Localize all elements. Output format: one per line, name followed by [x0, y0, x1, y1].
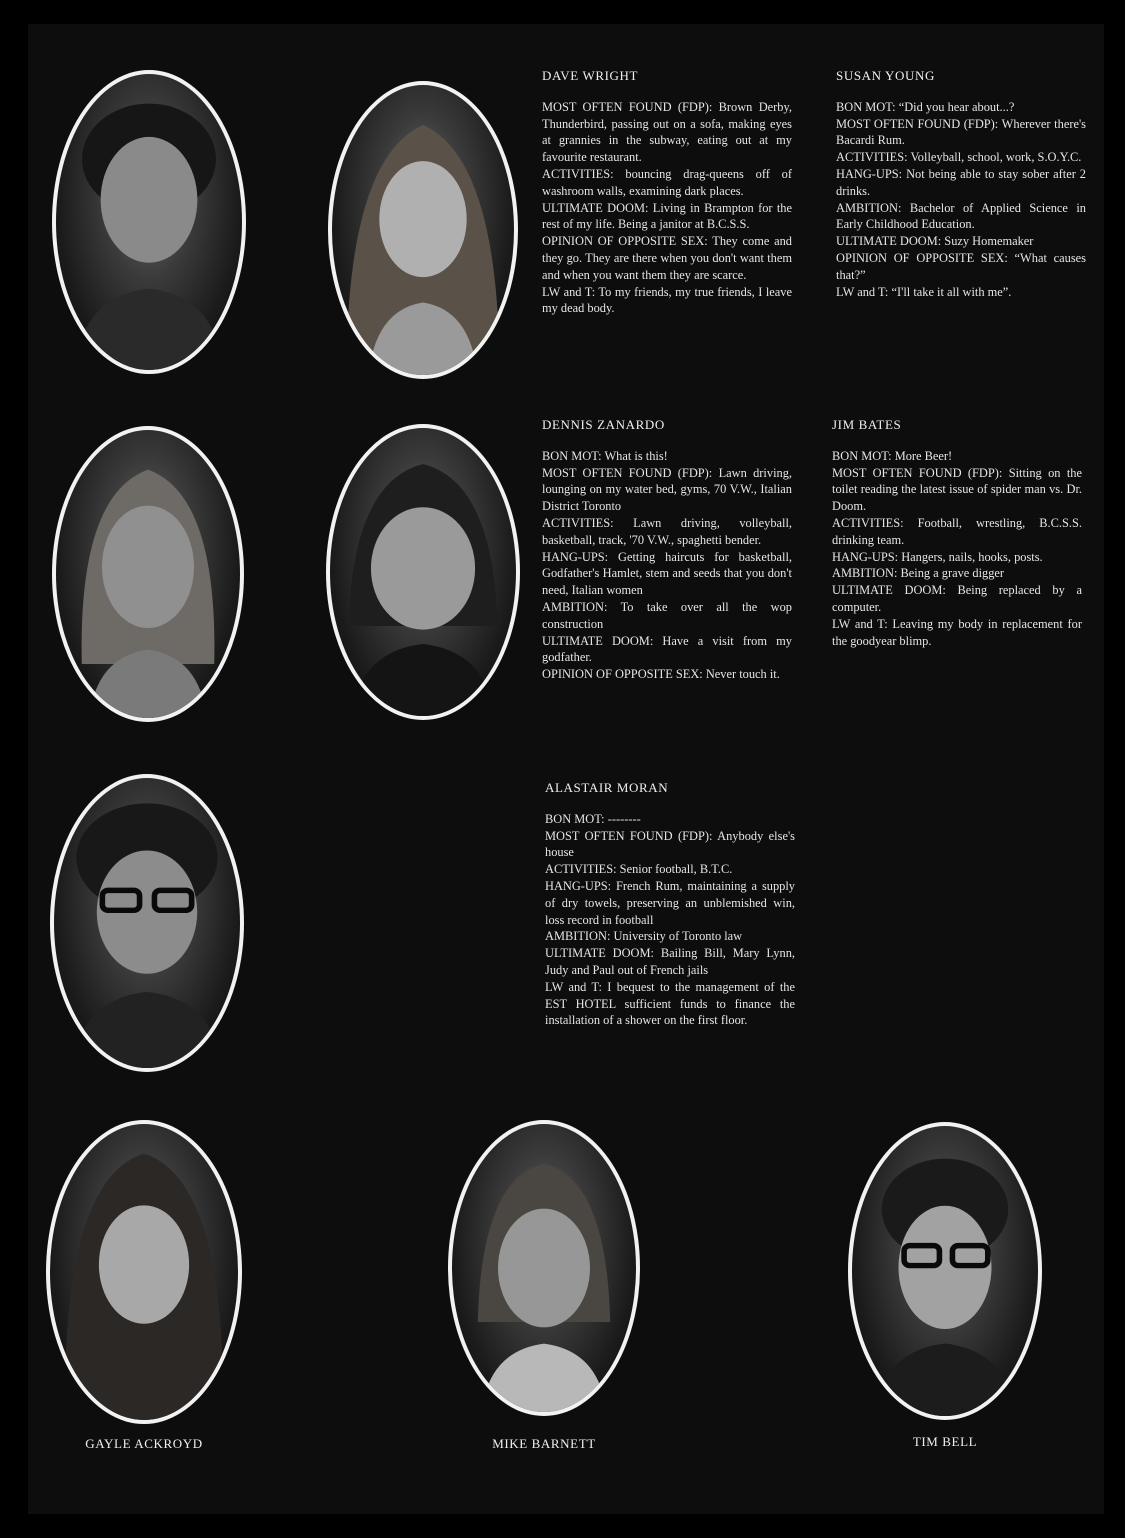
bio-susan-young [836, 68, 1086, 300]
portrait-tim-bell [848, 1122, 1042, 1420]
bio-line: ULTIMATE DOOM: Bailing Bill, Mary Lynn, Judy and Paul out of French jails [545, 946, 795, 977]
caption-gayle-ackroyd: GAYLE ACKROYD [85, 1436, 203, 1451]
bio-line: MOST OFTEN FOUND (FDP): Lawn driving, lounging on my water bed, gyms, 70 V.W., Italian District Toronto [542, 465, 792, 514]
portrait-alastair-moran [50, 774, 244, 1072]
bio-line: ULTIMATE DOOM: Living in Brampton for the rest of my life. Being a janitor at B.C.S.S. [542, 200, 792, 232]
bio-line: ULTIMATE DOOM: Suzy Homemaker [836, 234, 1034, 249]
bio-name: ALASTAIR MORAN [545, 780, 669, 795]
portrait-mike-barnett [448, 1120, 640, 1416]
bio-name: SUSAN YOUNG [836, 68, 935, 83]
bio-line: MOST OFTEN FOUND (FDP): Anybody else's house [545, 828, 795, 860]
bio-name: DENNIS ZANARDO [542, 417, 665, 432]
caption-tim-bell: TIM BELL [912, 1434, 978, 1449]
bio-line: LW and T: I bequest to the management of the EST HOTEL sufficient funds to finance the installation of a shower on the first floor. [545, 979, 795, 1028]
bio-line: OPINION OF OPPOSITE SEX: Never touch it. [542, 667, 780, 682]
bio-line: ACTIVITIES: Senior football, B.T.C. [545, 862, 733, 877]
bio-line: BON MOT: More Beer! [832, 448, 953, 463]
bio-line: ULTIMATE DOOM: Being replaced by a computer. [832, 583, 1082, 614]
bio-line: OPINION OF OPPOSITE SEX: “What causes that?” [836, 250, 1086, 282]
yearbook-page [28, 24, 1104, 1514]
bio-line: LW and T: To my friends, my true friends, I leave my dead body. [542, 284, 792, 316]
bio-jim-bates [832, 417, 1082, 649]
bio-line: LW and T: “I'll take it all with me”. [836, 284, 1012, 299]
bio-line: ULTIMATE DOOM: Have a visit from my godfather. [542, 633, 792, 665]
bio-line: MOST OFTEN FOUND (FDP): Wherever there's Bacardi Rum. [836, 116, 1086, 148]
bio-line: HANG-UPS: French Rum, maintaining a supply of dry towels, preserving an unblemished win, loss record in football [545, 878, 795, 927]
bio-line: HANG-UPS: Hangers, nails, hooks, posts. [832, 549, 1043, 564]
bio-line: ACTIVITIES: Lawn driving, volleyball, basketball, track, '70 V.W., spaghetti bender. [542, 515, 792, 547]
portrait-dennis-zanardo [52, 426, 244, 722]
bio-line: LW and T: Leaving my body in replacement for the goodyear blimp. [832, 616, 1082, 648]
bio-line: HANG-UPS: Not being able to stay sober after 2 drinks. [836, 166, 1086, 198]
bio-line: MOST OFTEN FOUND (FDP): Brown Derby, Thunderbird, passing out on a sofa, making eyes at grannies in the subway, eating out at my favourite restaurant. [542, 99, 792, 165]
bio-line: HANG-UPS: Getting haircuts for basketball, Godfather's Hamlet, stem and seeds that you don't need, Italian women [542, 549, 792, 598]
portrait-dave-wright [52, 70, 246, 374]
caption-mike-barnett: MIKE BARNETT [492, 1436, 596, 1451]
bio-line: AMBITION: Bachelor of Applied Science in Early Childhood Education. [836, 200, 1086, 232]
bio-alastair-moran [545, 780, 795, 1029]
portrait-gayle-ackroyd [46, 1120, 242, 1424]
bio-dave-wright [542, 68, 792, 317]
portrait-susan-young [328, 81, 518, 379]
bio-line: OPINION OF OPPOSITE SEX: They come and they go. They are there when you don't want them and when you want them they are scarce. [542, 234, 792, 282]
bio-name: JIM BATES [832, 417, 902, 432]
bio-line: BON MOT: -------- [545, 811, 641, 826]
bio-line: MOST OFTEN FOUND (FDP): Sitting on the toilet reading the latest issue of spider man vs. Dr. Doom. [832, 465, 1082, 514]
bio-line: AMBITION: Being a grave digger [832, 566, 1005, 581]
bio-dennis-zanardo [542, 417, 792, 683]
bio-line: BON MOT: What is this! [542, 448, 668, 463]
bio-line: ACTIVITIES: Football, wrestling, B.C.S.S. drinking team. [832, 515, 1082, 547]
portrait-jim-bates [326, 424, 520, 720]
bio-line: BON MOT: “Did you hear about...? [836, 99, 1015, 114]
bio-line: AMBITION: To take over all the wop construction [542, 599, 792, 631]
bio-line: ACTIVITIES: Volleyball, school, work, S.O.Y.C. [836, 150, 1082, 165]
bio-line: AMBITION: University of Toronto law [545, 929, 743, 944]
bio-line: ACTIVITIES: bouncing drag-queens off of washroom walls, examining dark places. [542, 166, 792, 198]
bio-name: DAVE WRIGHT [542, 68, 639, 83]
